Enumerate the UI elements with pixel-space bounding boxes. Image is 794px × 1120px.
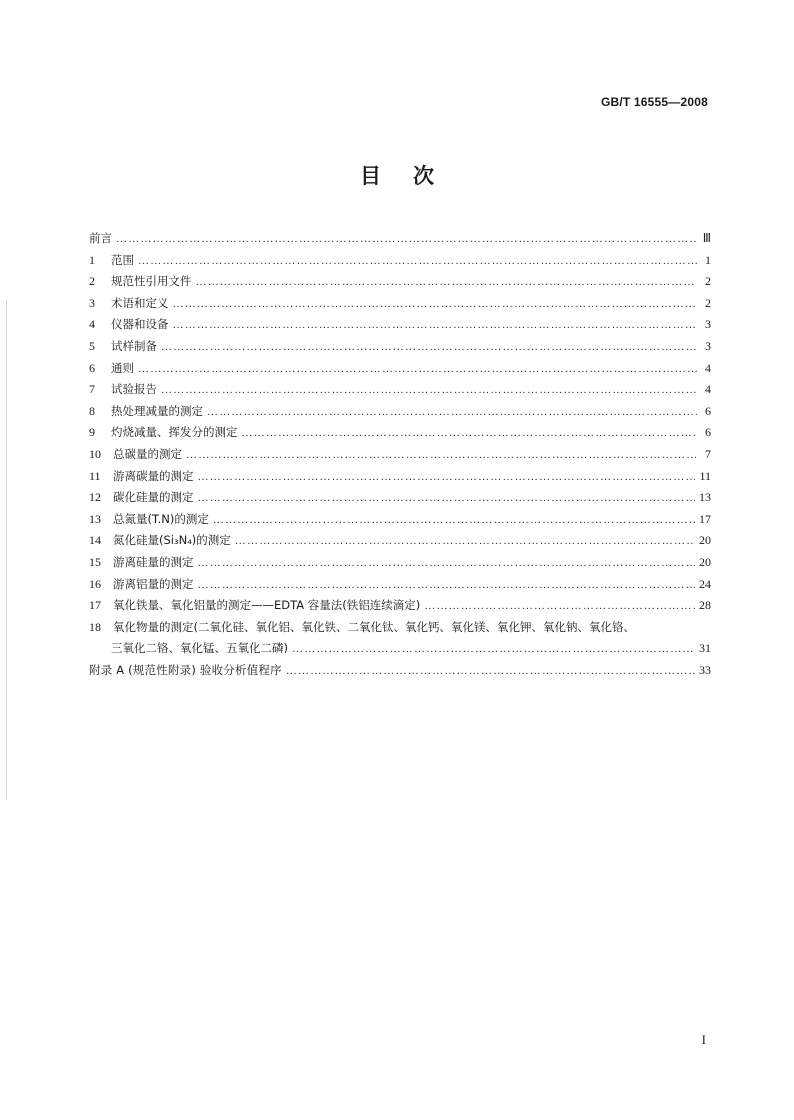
toc-entry-page: 20: [699, 533, 711, 548]
standard-code: GB/T 16555—2008: [600, 95, 708, 109]
toc-entry-number: 6: [89, 360, 95, 375]
toc-entry-15[interactable]: [89, 552, 711, 574]
toc-leader-dots: [292, 639, 695, 661]
toc-leader-dots: [198, 467, 696, 489]
toc-leader-dots: [173, 315, 698, 337]
toc-leader-dots: [213, 510, 695, 532]
toc-entry-page: 2: [705, 274, 711, 289]
toc-entry-title: 热处理减量的测定: [111, 403, 203, 418]
toc-entry-8[interactable]: [89, 401, 711, 423]
toc-entry-13[interactable]: [89, 509, 711, 531]
toc-entry-page: 6: [705, 425, 711, 440]
toc-entry-18[interactable]: [89, 617, 711, 639]
toc-entry-number: 17: [89, 598, 101, 613]
toc-entry-title: 术语和定义: [111, 295, 169, 310]
toc-entry-title: 附录 A (规范性附录) 验收分析值程序: [89, 662, 282, 677]
toc-leader-dots: [161, 337, 697, 359]
toc-entry-9[interactable]: [89, 422, 711, 444]
toc-entry-page: 31: [699, 641, 711, 656]
toc-entry-number: 16: [89, 576, 101, 591]
toc-entry-page: 2: [705, 295, 711, 310]
toc-entry-number: 2: [89, 274, 95, 289]
toc-entry-11[interactable]: [89, 466, 711, 488]
toc-entry-foreword[interactable]: [89, 228, 711, 250]
toc-leader-dots: [138, 359, 697, 381]
page-number: I: [701, 1032, 706, 1047]
toc-entry-page: 3: [705, 338, 711, 353]
toc-entry-number: 4: [89, 317, 95, 332]
toc-entry-title: 通则: [111, 360, 134, 375]
toc-leader-dots: [173, 294, 698, 316]
toc-entry-page: 20: [699, 554, 711, 569]
toc-entry-page: 4: [705, 360, 711, 375]
toc-entry-title: 范围: [111, 252, 134, 267]
toc-entry-number: 7: [89, 382, 95, 397]
toc-entry-number: 13: [89, 511, 101, 526]
toc-entry-16[interactable]: [89, 574, 711, 596]
toc-entry-18-continuation[interactable]: [89, 638, 711, 660]
toc-entry-5[interactable]: [89, 336, 711, 358]
toc-entry-title: 氧化物量的测定(二氧化硅、氧化铝、氧化铁、二氧化钛、氧化钙、氧化镁、氧化钾、氧化钠、氧化铬、: [113, 619, 635, 634]
toc-leader-dots: [286, 661, 695, 683]
toc-entry-number: 11: [89, 468, 101, 483]
toc-leader-dots: [235, 531, 695, 553]
toc-entry-page: Ⅲ: [702, 231, 711, 245]
toc-leader-dots: [198, 488, 696, 510]
toc-entry-page: 13: [699, 490, 711, 505]
toc-leader-dots: [116, 229, 697, 251]
table-of-contents: [89, 228, 711, 681]
toc-leader-dots: [161, 380, 697, 402]
toc-entry-title: 规范性引用文件: [111, 274, 192, 289]
toc-entry-title: 游离硅量的测定: [113, 554, 194, 569]
toc-entry-title: 前言: [89, 231, 112, 245]
toc-entry-title: 仪器和设备: [111, 317, 169, 332]
toc-leader-dots: [138, 251, 697, 273]
toc-leader-dots: [207, 402, 697, 424]
toc-entry-number: 18: [89, 619, 101, 634]
toc-entry-title: 总氮量(T.N)的测定: [113, 511, 209, 526]
toc-entry-title: 氮化硅量(Si₃N₄)的测定: [113, 533, 231, 548]
toc-entry-number: 1: [89, 252, 95, 267]
toc-entry-title: 游离碳量的测定: [113, 468, 194, 483]
toc-entry-title: 总碳量的测定: [113, 446, 182, 461]
toc-entry-number: 14: [89, 533, 101, 548]
toc-entry-2[interactable]: [89, 271, 711, 293]
toc-entry-title: 三氧化二铬、氧化锰、五氧化二磷): [111, 641, 288, 656]
toc-entry-annex-a[interactable]: [89, 660, 711, 682]
toc-entry-number: 10: [89, 446, 101, 461]
toc-entry-10[interactable]: [89, 444, 711, 466]
toc-entry-4[interactable]: [89, 314, 711, 336]
toc-entry-number: 9: [89, 425, 95, 440]
toc-entry-14[interactable]: [89, 530, 711, 552]
toc-entry-number: 3: [89, 295, 95, 310]
toc-entry-page: 24: [699, 576, 711, 591]
toc-entry-page: 33: [699, 662, 711, 677]
toc-leader-dots: [196, 272, 698, 294]
toc-entry-page: 1: [705, 252, 711, 267]
toc-entry-page: 11: [699, 468, 711, 483]
toc-leader-dots: [198, 575, 696, 597]
toc-entry-1[interactable]: [89, 250, 711, 272]
toc-entry-number: 5: [89, 338, 95, 353]
toc-entry-number: 8: [89, 403, 95, 418]
toc-leader-dots: [198, 553, 696, 575]
page-title: 目次: [360, 164, 466, 188]
toc-entry-title: 灼烧减量、挥发分的测定: [111, 425, 238, 440]
toc-entry-number: 12: [89, 490, 101, 505]
toc-entry-title: 试样制备: [111, 338, 157, 353]
scan-edge-mark: [6, 300, 7, 800]
toc-entry-7[interactable]: [89, 379, 711, 401]
toc-entry-title: 游离铝量的测定: [113, 576, 194, 591]
toc-entry-6[interactable]: [89, 358, 711, 380]
toc-entry-page: 4: [705, 382, 711, 397]
toc-leader-dots: [424, 596, 695, 618]
toc-entry-page: 7: [705, 446, 711, 461]
toc-entry-3[interactable]: [89, 293, 711, 315]
toc-entry-page: 17: [699, 511, 711, 526]
toc-leader-dots: [186, 445, 697, 467]
toc-entry-17[interactable]: [89, 595, 711, 617]
toc-entry-title: 试验报告: [111, 382, 157, 397]
toc-entry-title: 氧化铁量、氧化铝量的测定——EDTA 容量法(铁铝连续滴定): [113, 598, 421, 613]
toc-entry-number: 15: [89, 554, 101, 569]
toc-entry-page: 6: [705, 403, 711, 418]
toc-entry-12[interactable]: [89, 487, 711, 509]
toc-leader-dots: [242, 423, 698, 445]
toc-entry-title: 碳化硅量的测定: [113, 490, 194, 505]
toc-entry-page: 3: [705, 317, 711, 332]
toc-entry-page: 28: [699, 598, 711, 613]
